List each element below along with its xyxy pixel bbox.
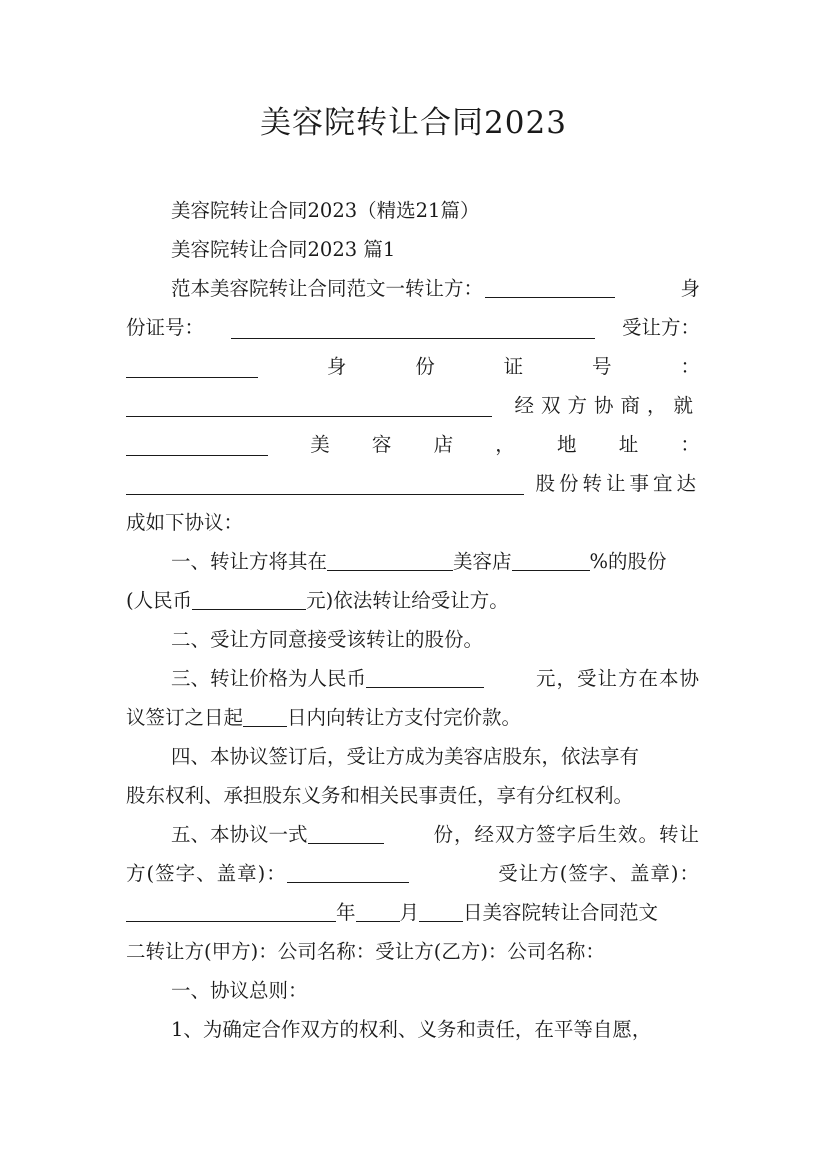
text-span: 日美容院转让合同范文 <box>463 901 659 924</box>
text-span: 经双方协商，就 <box>514 394 700 417</box>
text-span: 股份转让事宜达 <box>535 472 700 495</box>
text-span: 受让方： <box>621 316 700 339</box>
text-span: 方(签字、盖章)： <box>126 862 287 885</box>
blank-underline <box>327 550 453 571</box>
text-span: (人民币 <box>126 589 193 612</box>
paragraph-line: 二、受让方同意接受该转让的股份。 <box>171 628 484 651</box>
text-span: 元，受让方在本协 <box>535 667 700 690</box>
paragraph-line <box>171 547 700 577</box>
paragraph-line <box>126 469 700 499</box>
text-span: ： <box>680 433 700 456</box>
paragraph-line <box>171 820 700 850</box>
text-span: 月 <box>399 901 420 924</box>
text-span: 五、本协议一式 <box>171 823 308 846</box>
blank-underline <box>192 589 306 610</box>
paragraph-line <box>126 898 700 928</box>
section-heading: 美容院转让合同2023 篇1 <box>171 238 396 261</box>
paragraph-line: 1、为确定合作双方的权利、义务和责任，在平等自愿， <box>171 1018 652 1041</box>
blank-underline <box>287 862 409 883</box>
text-span: ： <box>680 355 700 378</box>
blank-underline <box>356 901 400 922</box>
text-span: 议签订之日起 <box>126 706 244 729</box>
text-span: 份，经双方签字后生效。转让 <box>433 823 700 846</box>
blank-underline <box>485 277 615 298</box>
blank-underline <box>126 357 258 378</box>
paragraph-line <box>126 586 700 616</box>
paragraph-line <box>126 352 700 382</box>
text-span: 号 <box>592 355 612 378</box>
text-span: 身 <box>326 355 347 378</box>
paragraph-line <box>126 391 700 421</box>
text-span: 美 <box>310 433 330 456</box>
text-span: 年 <box>336 901 356 924</box>
blank-underline <box>366 667 484 688</box>
text-span: %的股份 <box>589 550 667 573</box>
text-span: 范本美容院转让合同范文一转让方： <box>171 277 484 300</box>
text-span: 受让方(签字、盖章)： <box>498 862 700 885</box>
paragraph-line <box>126 313 700 343</box>
blank-underline <box>512 550 590 571</box>
blank-underline <box>243 706 287 727</box>
text-span: 证 <box>503 355 524 378</box>
blank-underline <box>126 396 492 417</box>
paragraph-line: 四、本协议签订后，受让方成为美容店股东，依法享有 <box>171 745 640 768</box>
text-span: 份证号： <box>126 316 205 339</box>
paragraph-line: 成如下协议： <box>126 511 244 534</box>
paragraph-line <box>126 430 700 460</box>
text-span: 元)依法转让给受让方。 <box>306 589 509 612</box>
blank-underline <box>308 823 384 844</box>
text-span: 份 <box>415 355 435 378</box>
blank-underline <box>419 901 463 922</box>
text-span: 址 <box>618 433 639 456</box>
text-span: 容 <box>371 433 392 456</box>
paragraph-line <box>126 703 700 733</box>
paragraph-line <box>171 274 700 304</box>
blank-underline <box>126 901 336 922</box>
paragraph-line <box>171 664 700 694</box>
text-span: ， <box>495 433 515 456</box>
text-span: 美容店 <box>453 550 512 573</box>
text-span: 日内向转让方支付完价款。 <box>287 706 522 729</box>
blank-underline <box>231 318 595 339</box>
document-subtitle: 美容院转让合同2023（精选21篇） <box>171 199 480 222</box>
text-span: 三、转让价格为人民币 <box>171 667 367 690</box>
text-span: 一、转让方将其在 <box>171 550 328 573</box>
document-title: 美容院转让合同2023 <box>260 105 567 141</box>
paragraph-line: 二转让方(甲方)：公司名称：受让方(乙方)：公司名称： <box>126 940 605 963</box>
blank-underline <box>126 435 268 456</box>
text-span: 店 <box>433 433 454 456</box>
paragraph-line: 一、协议总则： <box>171 979 308 1002</box>
blank-underline <box>126 474 524 495</box>
paragraph-line <box>126 859 700 889</box>
text-span: 地 <box>557 433 577 456</box>
paragraph-line: 股东权利、承担股东义务和相关民事责任，享有分红权利。 <box>126 784 634 807</box>
text-span: 身 <box>680 277 700 300</box>
